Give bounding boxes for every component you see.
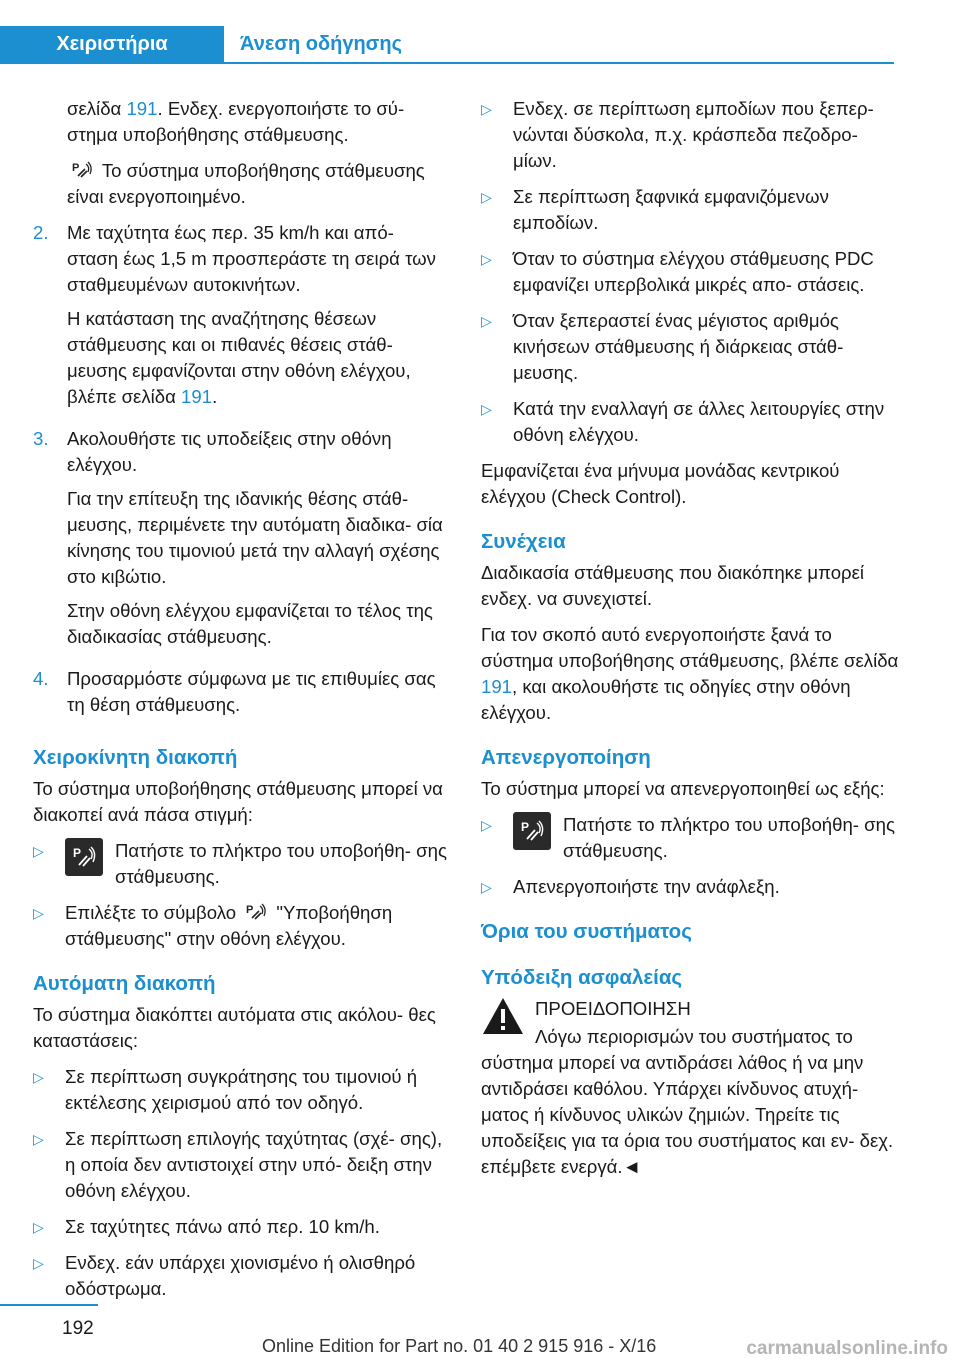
list-item: ▷ Επιλέξτε το σύμβολο P "Υποβοήθηση στάθμευσης" στην οθόνη ελέγχου. [33, 900, 449, 952]
intro-icon-text: P Το σύστημα υποβοήθησης στάθμευσης είναι ενεργοποιημένο. [67, 160, 425, 207]
bullet-triangle-icon: ▷ [481, 401, 492, 417]
continue-heading: Συνέχεια [481, 530, 566, 553]
list-item: ▷ Κατά την εναλλαγή σε άλλες λειτουργίες στην οθόνη ελέγχου. [481, 396, 899, 448]
header-tab-section[interactable]: Άνεση οδήγησης [240, 33, 402, 55]
left-column [33, 96, 449, 1312]
page-number: 192 [62, 1318, 94, 1339]
page-link[interactable]: 191 [126, 98, 158, 119]
page-link[interactable]: 191 [481, 676, 513, 697]
warning-triangle-icon [481, 996, 525, 1036]
watermark: carmanualsonline.info [746, 1338, 948, 1359]
right-column [481, 96, 899, 1190]
step-2: 2. Με ταχύτητα έως περ. 35 km/h και από- σταση έως 1,5 m προσπεράστε τη σειρά των σταθμευμένων αυτοκινήτων. Η κατάσταση της αναζήτησης θέσεων στάθμευσης και οι πιθανές θέσεις στάθ- μευσης εμφανίζονται στην οθόνη ελέγχου, βλέπε σελίδα 191. [33, 222, 436, 407]
header-rule [0, 62, 894, 64]
list-item: ▷ P Πατήστε το πλήκτρο του υποβοήθη- σης στάθμευσης. [481, 812, 899, 864]
bullet-triangle-icon: ▷ [481, 817, 492, 833]
list-item: ▷ Ενδεχ. σε περίπτωση εμποδίων που ξεπερ- νώνται δύσκολα, π.χ. κράσπεδα πεζοδρο- μίων. [481, 96, 899, 174]
manual-stop-text: Το σύστημα υποβοήθησης στάθμευσης μπορεί να διακοπεί ανά πάσα στιγμή: [33, 778, 443, 825]
list-item: ▷ Σε περίπτωση ξαφνικά εμφανιζόμενων εμποδίων. [481, 184, 899, 236]
safety-note-heading: Υπόδειξη ασφαλείας [481, 966, 683, 989]
step-4: 4. Προσαρμόστε σύμφωνα με τις επιθυμίες σας τη θέση στάθμευσης. [33, 668, 436, 715]
list-item: ▷ Απενεργοποιήστε την ανάφλεξη. [481, 874, 899, 900]
bullet-triangle-icon: ▷ [33, 1255, 44, 1271]
parking-assist-symbol-icon [245, 902, 267, 922]
continue-text-2: Για τον σκοπό αυτό ενεργοποιήστε ξανά το σύστημα υποβοήθησης στάθμευσης, βλέπε σελίδα 191, και ακολουθήστε τις οδηγίες στην οθόνη ελέγχου. [481, 624, 899, 723]
list-item: ▷ Ενδεχ. εάν υπάρχει χιονισμένο ή ολισθηρό οδόστρωμα. [33, 1250, 449, 1302]
list-item: ▷ Σε περίπτωση επιλογής ταχύτητας (σχέ- σης), η οποία δεν αντιστοιχεί στην υπό- δειξη στην οθόνη ελέγχου. [33, 1126, 449, 1204]
bullet-triangle-icon: ▷ [33, 1131, 44, 1147]
system-limits-heading: Όρια του συστήματος [481, 920, 692, 943]
parking-assist-button-icon [65, 838, 103, 876]
list-item: ▷ Σε ταχύτητες πάνω από περ. 10 km/h. [33, 1214, 449, 1240]
page-link[interactable]: 191 [181, 386, 213, 407]
bullet-triangle-icon: ▷ [481, 313, 492, 329]
footer-rule [0, 1304, 98, 1306]
list-item: ▷ Όταν ξεπεραστεί ένας μέγιστος αριθμός κινήσεων στάθμευσης ή διάρκειας στάθ- μευσης. [481, 308, 899, 386]
auto-stop-text: Το σύστημα διακόπτει αυτόματα στις ακόλου- θες καταστάσεις: [33, 1004, 436, 1051]
deactivation-text: Το σύστημα μπορεί να απενεργοποιηθεί ως εξής: [481, 778, 885, 799]
step-3: 3. Ακολουθήστε τις υποδείξεις στην οθόνη ελέγχου. Για την επίτευξη της ιδανικής θέσης στάθ- μευσης, περιμένετε την αυτόματη διαδικα- σία κίνησης του τιμονιού μετά την αλλαγή σχέσης στο κιβώτιο. Στην οθόνη ελέγχου εμφανίζεται το τέλος της διαδικασίας στάθμευσης. [33, 428, 443, 647]
list-item: ▷ Όταν το σύστημα ελέγχου στάθμευσης PDC εμφανίζει υπερβολικά μικρές απο- στάσεις. [481, 246, 899, 298]
warning-title: ΠΡΟΕΙΔΟΠΟΙΗΣΗ [535, 998, 691, 1019]
svg-text:P: P [72, 162, 80, 174]
list-item: ▷ P Πατήστε το πλήκτρο του υποβοήθη- σης στάθμευσης. [33, 838, 449, 890]
parking-assist-symbol-icon [71, 160, 93, 180]
manual-stop-heading: Χειροκίνητη διακοπή [33, 746, 238, 769]
intro-text: σελίδα 191. Ενδεχ. ενεργοποιήστε το σύ- στημα υποβοήθησης στάθμευσης. [67, 98, 405, 145]
list-item: ▷ Σε περίπτωση συγκράτησης του τιμονιού ή εκτέλεσης χειρισμού από τον οδηγό. [33, 1064, 449, 1116]
bullet-triangle-icon: ▷ [481, 251, 492, 267]
edition-text: Online Edition for Part no. 01 40 2 915 916 - X/16 [262, 1336, 657, 1356]
parking-assist-button-icon [513, 812, 551, 850]
page-header [0, 0, 960, 62]
bullet-triangle-icon: ▷ [481, 879, 492, 895]
check-control-text: Εμφανίζεται ένα μήνυμα μονάδας κεντρικού ελέγχου (Check Control). [481, 460, 840, 507]
bullet-triangle-icon: ▷ [33, 1069, 44, 1085]
svg-text:P: P [246, 904, 254, 916]
auto-stop-heading: Αυτόματη διακοπή [33, 972, 216, 995]
deactivation-heading: Απενεργοποίηση [481, 746, 651, 769]
bullet-triangle-icon: ▷ [33, 905, 44, 921]
bullet-triangle-icon: ▷ [481, 101, 492, 117]
header-tab-controls[interactable]: Χειριστήρια [0, 26, 224, 62]
svg-text:P: P [73, 846, 82, 860]
bullet-triangle-icon: ▷ [481, 189, 492, 205]
bullet-triangle-icon: ▷ [33, 1219, 44, 1235]
warning-text: Λόγω περιορισμών του συστήματος το σύστημα μπορεί να αντιδράσει λάθος ή να μην αντιδράσει καθόλου. Υπάρχει κίνδυνος ατυχή- ματος ή κίνδυνος υλικών ζημιών. Τηρείτε τις υποδείξεις για τα όρια του συστήματος και εν- δεχ. επέμβετε ενεργά.◄ [481, 1026, 894, 1177]
bullet-triangle-icon: ▷ [33, 843, 44, 859]
continue-text: Διαδικασία στάθμευσης που διακόπηκε μπορεί ενδεχ. να συνεχιστεί. [481, 562, 865, 609]
svg-text:P: P [521, 820, 530, 834]
